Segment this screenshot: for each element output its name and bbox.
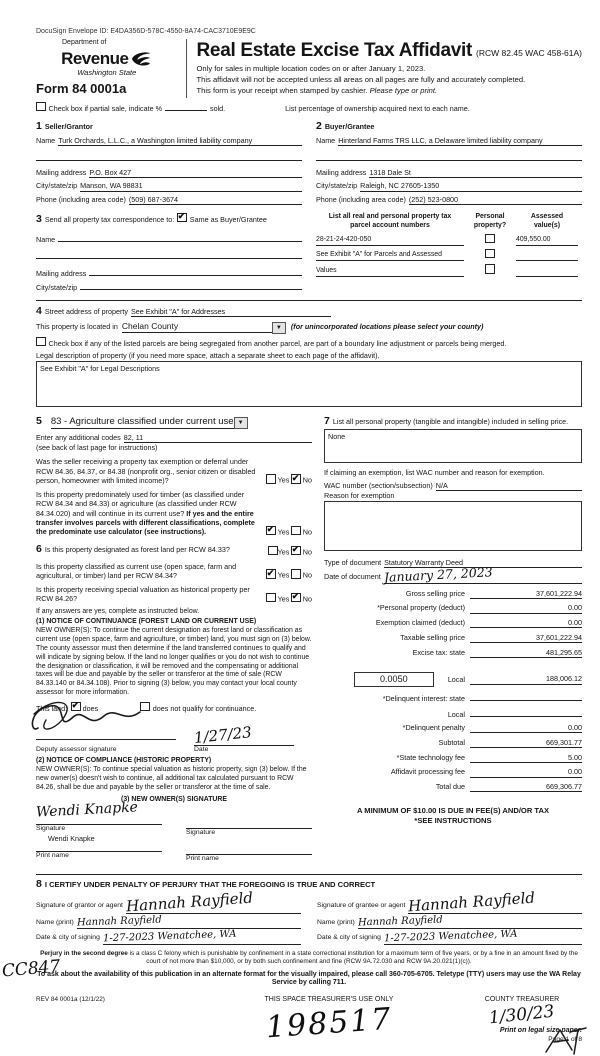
assessed-value-field[interactable]: 409,550.00: [516, 236, 578, 246]
seller-city-label: City/state/zip: [36, 181, 78, 191]
current-use-question: Is this property classified as current use (open space, farm and agricultural, or timber) land per RCW 84.34?: [36, 561, 237, 580]
fin-label: Taxable selling price: [400, 632, 465, 642]
new-owner-signature-handwriting: Wendi Knapke: [35, 798, 139, 821]
historic-no-checkbox[interactable]: [291, 593, 301, 603]
print-name-label-2: Print name: [186, 855, 219, 863]
section7-number: 7: [324, 414, 330, 427]
assessed-value-field[interactable]: [516, 276, 578, 277]
revenue-wordmark: Revenue: [61, 48, 129, 68]
buyer-mailing-field[interactable]: 1318 Dale St: [369, 168, 582, 178]
reason-exemption-box[interactable]: [324, 501, 582, 551]
certify-statement: I CERTIFY UNDER PENALTY OF PERJURY THAT THE FOREGOING IS TRUE AND CORRECT: [44, 879, 376, 889]
see-instructions-note: *SEE INSTRUCTIONS: [414, 816, 492, 826]
current-use-no-checkbox[interactable]: [291, 569, 301, 579]
additional-codes-label: Enter any additional codes: [36, 433, 121, 443]
fin-label: Subtotal: [438, 737, 465, 747]
county-dropdown-arrow-icon[interactable]: ▼: [272, 322, 286, 334]
doc-date-label: Date of document: [324, 572, 381, 582]
fin-row-personal: [324, 603, 582, 613]
grantor-name-label: Name (print): [36, 918, 74, 926]
exemption-no-checkbox[interactable]: [291, 474, 301, 484]
grantee-signing-block: [317, 888, 582, 945]
fin-label: *State technology fee: [396, 752, 465, 762]
alternate-format-note: To ask about the availability of this publication in an alternate format for the visually impaired, please call 360-705-6705. Teletype (TTY) users may use the WA Relay Service by calling 711.: [37, 970, 581, 987]
exemption-yes-checkbox[interactable]: [266, 474, 276, 484]
buyer-phone-label: Phone (including area code): [316, 194, 406, 204]
grantee-sig-label: Signature of grantee or agent: [317, 902, 406, 910]
deputy-assessor-signature-label: Deputy assessor signature: [36, 745, 117, 753]
treasurer-stamp-number: 198517: [264, 1002, 394, 1046]
assessed-value-field[interactable]: [516, 260, 578, 261]
print-name-label: Print name: [36, 852, 69, 860]
page-number: Page 1 of 8: [462, 1036, 582, 1044]
fin-value-field[interactable]: 669,306.77: [470, 782, 582, 792]
corr-city-field[interactable]: [80, 281, 302, 290]
continuance-block: [36, 702, 312, 755]
seller-city-field[interactable]: Manson, WA 98831: [80, 181, 302, 191]
selling-price-column: [324, 415, 582, 864]
segregated-note: Check box if any of the listed parcels are being segregated from another parcel, are part of a boundary line adjustment or parcels being merged.: [48, 339, 507, 349]
buyer-city-field[interactable]: Raleigh, NC 27605-1350: [360, 181, 582, 191]
partial-sale-label: Check box if partial sale, indicate %: [48, 104, 162, 114]
fin-label: Gross selling price: [405, 588, 465, 598]
fin-row-taxable: [324, 633, 582, 643]
grantee-name-field[interactable]: Hannah Rayfield: [358, 916, 582, 930]
perjury-bold: Perjury in the second degree: [40, 950, 128, 958]
fin-value-field[interactable]: 481,295.65: [470, 648, 582, 658]
does-label: does: [82, 704, 99, 714]
section2-heading: Buyer/Grantee: [324, 121, 375, 131]
timber-question-bold: If yes and the entire transfer involves parcels with different classifications, complete the predominate use calculator (see instructions).: [36, 508, 255, 536]
corr-mailing-field[interactable]: [89, 267, 302, 276]
fin-value-field[interactable]: [470, 692, 582, 701]
parcel-number-field[interactable]: See Exhibit "A" for Parcels and Assessed: [316, 251, 464, 261]
located-in-label: This property is located in: [36, 321, 118, 331]
grantee-date-field[interactable]: 1-27-2023 Wenatchee, WA: [384, 931, 582, 945]
current-use-yes-checkbox[interactable]: [266, 569, 276, 579]
fin-value-field[interactable]: 0.00: [470, 767, 582, 777]
doc-date-field[interactable]: January 27, 2023: [384, 572, 582, 584]
buyer-phone-field[interactable]: (252) 523-0800: [409, 195, 582, 205]
print-legal-note: Print on legal size paper.: [499, 1027, 582, 1035]
use-code-dropdown-arrow-icon[interactable]: ▼: [234, 417, 248, 429]
partial-sale-percent-field[interactable]: [165, 110, 207, 111]
historic-question: Is this property receiving special valuation as historical property per RCW 84.26?: [36, 585, 250, 604]
grantor-sig-label: Signature of grantor or agent: [36, 902, 123, 910]
signature-label-2: Signature: [186, 828, 216, 836]
certification-section: [36, 874, 582, 945]
deputy-assessor-signature-field[interactable]: [36, 731, 176, 740]
personal-property-checkbox[interactable]: [485, 264, 495, 274]
fin-row-exemption: [324, 618, 582, 628]
if-yes-note: If any answers are yes, complete as instructed below.: [36, 607, 200, 615]
fin-row-excise-state: [324, 648, 582, 658]
corr-city-label: City/state/zip: [36, 283, 78, 293]
forest-no-checkbox[interactable]: [291, 546, 301, 556]
notice2-body: NEW OWNER(S): To continue special valuation as historic property, sign (3) below. If the new owner(s) doesn't wish to continue, all additional tax calculated pursuant to RCW 84.26, shall be due and payable by the seller or transferor at the time of sale.: [36, 766, 307, 791]
land-use-code-select[interactable]: 83 - Agriculture classified under current use: [51, 416, 234, 429]
personal-property-label: List all personal property (tangible and intangible) included in selling price.: [332, 416, 569, 426]
this-land-label: This land:: [36, 704, 68, 714]
signature-label: Signature: [36, 825, 66, 833]
forest-land-question: Is this property designated as forest land per RCW 84.33?: [44, 545, 230, 555]
wac-number-label: WAC number (section/subsection): [324, 480, 433, 490]
partial-sale-sold-label: sold.: [209, 104, 226, 114]
docusign-envelope-id: DocuSign Envelope ID: E4DA356D-578C-4550-8A74-CAC3710E9E9C: [36, 28, 256, 35]
timber-question: Is this property predominately used for timber (as classified under RCW 84.34 and 84.33) or agriculture (as classified under RCW 84.34.020) and will continue in its current use?: [36, 490, 245, 518]
exemption-question: Was the seller receiving a property tax exemption or deferral under RCW 84.36, 84.37, or 84.38 (nonprofit org., senior citizen or disabled person, homeowner with limited income)?: [36, 457, 256, 485]
corr-name-label: Name: [36, 234, 56, 244]
assessor-date-label: Date: [194, 745, 209, 753]
county-treasurer-label: COUNTY TREASURER: [484, 996, 560, 1004]
grantor-signing-block: [36, 888, 301, 945]
fin-label: Excise tax: state: [412, 647, 465, 657]
fin-row-gross: [324, 589, 582, 599]
fin-row-total-due: [324, 782, 582, 792]
codes-note: (see back of last page for instructions): [36, 443, 158, 453]
fin-label: Affidavit processing fee: [390, 767, 465, 777]
fin-row-delinq-penalty: [324, 723, 582, 733]
fin-label: *Personal property (deduct): [377, 603, 465, 613]
fin-value-field[interactable]: 669,301.77: [470, 738, 582, 748]
property-location-section: [36, 300, 582, 407]
corr-mailing-label: Mailing address: [36, 269, 87, 279]
grantor-date-field[interactable]: 1-27-2023 Wenatchee, WA: [103, 931, 301, 945]
section1-number: 1: [36, 119, 42, 132]
personal-property-col-header: Personal: [475, 212, 505, 220]
parcel-number-field[interactable]: Values: [316, 267, 464, 277]
fin-value-field[interactable]: 5.00: [470, 753, 582, 763]
header-note-3: This form is your receipt when stamped by cashier.: [196, 85, 368, 95]
section8-number: 8: [36, 877, 42, 890]
buyer-mailing-label: Mailing address: [316, 168, 367, 178]
grantee-sig-field[interactable]: Hannah Rayfield: [408, 893, 582, 913]
doc-type-field[interactable]: Statutory Warranty Deed: [384, 558, 582, 568]
minimum-due-note: A MINIMUM OF $10.00 IS DUE IN FEE(S) AND/OR TAX: [356, 806, 550, 816]
grantor-sig-field[interactable]: Hannah Rayfield: [126, 893, 301, 913]
section2-number: 2: [316, 119, 322, 132]
grantee-date-label: Date & city of signing: [317, 934, 381, 942]
local-label: Local: [447, 674, 465, 684]
section6-number: 6: [36, 543, 42, 556]
fin-value-field[interactable]: 0.00: [470, 723, 582, 733]
segregated-checkbox[interactable]: [36, 337, 46, 347]
doc-type-label: Type of document: [324, 557, 382, 567]
parcel-row: [316, 264, 582, 276]
reason-exemption-label: Reason for exemption: [324, 490, 395, 500]
form-header: [36, 39, 582, 98]
fin-label: *Delinquent interest: state: [382, 693, 465, 703]
fin-value-field[interactable]: 37,601,222.94: [470, 633, 582, 643]
corner-handwritten-mark: CC847: [1, 956, 62, 982]
parcel-row: [316, 249, 582, 261]
corr-name-field[interactable]: [58, 233, 302, 242]
dept-of-label: Department of: [62, 38, 107, 46]
notice3-title: (3) NEW OWNER(S) SIGNATURE: [121, 795, 227, 803]
parcel-col-header: List all real and personal property tax: [328, 212, 452, 220]
exemption-note: If claiming an exemption, list WAC number and reason for exemption.: [324, 468, 545, 478]
treasurer-space-label: THIS SPACE TREASURER'S USE ONLY: [264, 996, 394, 1004]
fin-value-field[interactable]: 0.00: [470, 603, 582, 613]
notice2-title: (2) NOTICE OF COMPLIANCE (HISTORIC PROPERTY): [36, 757, 212, 765]
seller-name-label: Name: [36, 136, 56, 146]
seller-name-field[interactable]: Turk Orchards, L.L.C., a Washington limited liability company: [58, 136, 302, 146]
notice1-title: (1) NOTICE OF CONTINUANCE (FOREST LAND OR CURRENT USE): [36, 618, 257, 626]
parcel-table: List all real and personal property tax parcel account numbers Personal property? Assessed value(s) 28-21-24-420-050 409,550.00 See Exhibit "A" for Parcels and Assessed Values: [316, 213, 582, 293]
wac-number-field[interactable]: N/A: [436, 481, 582, 491]
perjury-text: is a class C felony which is punishable by confinement in a state correctional institution for a maximum term of five years, or by a fine in an amount fixed by the court of not more than $10,000, or by both such confinement and fine (RCW 9A.72.030 and RCW 9A.20.021(1)(c)).: [127, 950, 578, 966]
grantor-date-label: Date & city of signing: [36, 934, 100, 942]
additional-codes-field[interactable]: 82, 11: [124, 433, 312, 443]
personal-property-box[interactable]: None: [324, 429, 582, 463]
local-value-field[interactable]: 188,006.12: [470, 674, 582, 684]
parcel-number-field[interactable]: 28-21-24-420-050: [316, 236, 464, 246]
legal-description-label: Legal description of property (if you need more space, attach a separate sheet to each page of the affidavit).: [36, 350, 380, 360]
personal-property-checkbox[interactable]: [485, 234, 495, 244]
timber-yes-checkbox[interactable]: [266, 526, 276, 536]
section3-number: 3: [36, 213, 42, 226]
form-rcw-code: (RCW 82.45 WAC 458-61A): [476, 47, 582, 58]
legal-description-box[interactable]: See Exhibit "A" for Legal Descriptions: [36, 361, 582, 407]
fin-row-subtotal: [324, 738, 582, 748]
grantee-name-label: Name (print): [317, 918, 355, 926]
form-number: Form 84 0001a: [36, 81, 127, 97]
street-address-field[interactable]: See Exhibit "A" for Addresses: [131, 307, 331, 317]
section5-number: 5: [36, 414, 42, 427]
fin-row-delinq-interest: [324, 692, 582, 703]
fin-row-delinq-local: [324, 708, 582, 719]
personal-property-checkbox[interactable]: [485, 249, 495, 259]
fin-label: Local: [447, 709, 465, 719]
seller-mailing-field[interactable]: P.O. Box 427: [89, 168, 302, 178]
correspondence-section: [36, 213, 302, 293]
buyer-name-label: Name: [316, 136, 336, 146]
fin-value-field[interactable]: 0.00: [470, 618, 582, 628]
buyer-city-label: City/state/zip: [316, 181, 358, 191]
fin-label: *Delinquent penalty: [402, 723, 465, 733]
same-as-buyer-checkbox[interactable]: [177, 213, 187, 223]
does-not-qualify-checkbox[interactable]: [140, 702, 150, 712]
seller-section: [36, 120, 302, 205]
seller-phone-field[interactable]: (509) 687-3674: [129, 195, 302, 205]
header-note-2: This affidavit will not be accepted unless all areas on all pages are fully and accurately completed.: [196, 74, 526, 84]
grantor-name-field[interactable]: Hannah Rayfield: [77, 916, 301, 930]
corr-blank-field[interactable]: [36, 247, 302, 259]
fin-row-tech-fee: [324, 753, 582, 763]
new-owner-signature-field-2[interactable]: [186, 820, 312, 829]
washington-state-label: Washington State: [77, 67, 137, 77]
local-rate-box[interactable]: 0.0050: [354, 672, 434, 688]
ownership-note: List percentage of ownership acquired next to each name.: [285, 104, 470, 114]
street-address-label: Street address of property: [44, 306, 128, 316]
assessor-date-field[interactable]: 1/27/23: [194, 726, 294, 746]
county-select[interactable]: Chelan County: [122, 321, 272, 333]
timber-no-checkbox[interactable]: [291, 526, 301, 536]
county-note: (for unincorporated locations please select your county): [290, 321, 484, 331]
section4-number: 4: [36, 304, 42, 317]
fin-label: Total due: [435, 782, 465, 792]
seller-mailing-label: Mailing address: [36, 168, 87, 178]
partial-sale-checkbox[interactable]: [36, 102, 46, 112]
does-not-label: does not qualify for continuance.: [152, 704, 257, 714]
header-note-1: Only for sales in multiple location codes on or after January 1, 2023.: [196, 64, 426, 74]
fin-row-processing-fee: [324, 767, 582, 777]
type-or-print-note: Please type or print.: [369, 85, 438, 95]
historic-yes-checkbox[interactable]: [266, 593, 276, 603]
assessed-value-col-header: Assessed: [530, 212, 564, 220]
notice1-body: NEW OWNER(S): To continue the current designation as forest land or classification as current use (open space, farm and agriculture, or timber) land, you must sign on (3) below. The county assessor must then determine if the land transferred continues to qualify and will indicate by signing below. If the land no longer qualifies or you do not wish to continue the designation or classification, it will be removed and the compensating or additional taxes will be due and payable by the seller or transferor at the time of sale (RCW 84.33.140 or 84.34.108). Prior to signing (3) below, you may contact your local county assessor for more information.: [36, 627, 312, 696]
parcel-row: [316, 234, 582, 246]
new-owner-print-field[interactable]: [36, 843, 162, 852]
dor-logo: [36, 39, 187, 98]
buyer-ownership-field[interactable]: [316, 149, 582, 161]
fin-label: Exemption claimed (deduct): [375, 618, 465, 628]
form-title: Real Estate Excise Tax Affidavit: [196, 39, 473, 61]
section1-heading: Seller/Grantor: [44, 121, 93, 131]
buyer-section: [316, 120, 582, 205]
new-owner-print-name: Wendi Knapke: [48, 834, 95, 844]
fin-row-local: [324, 672, 582, 688]
seller-phone-label: Phone (including area code): [36, 194, 126, 204]
same-as-buyer-label: Same as Buyer/Grantee: [189, 215, 267, 225]
fin-value-field[interactable]: 37,601,222.94: [470, 589, 582, 599]
section3-label: Send all property tax correspondence to:: [44, 215, 175, 225]
fin-value-field[interactable]: [470, 708, 582, 717]
buyer-name-field[interactable]: Hinterland Farms TRS LLC, a Delaware limited liability company: [338, 136, 582, 146]
treasurer-date-handwriting: 1/30/23: [488, 1002, 556, 1029]
does-qualify-checkbox[interactable]: [71, 702, 81, 712]
new-owner-print-field-2[interactable]: [186, 846, 312, 855]
rev-number: REV 84 0001a (12/1/22): [36, 996, 105, 1004]
seller-ownership-field[interactable]: [36, 149, 302, 161]
forest-yes-checkbox[interactable]: [268, 546, 278, 556]
dor-swoosh-icon: [130, 50, 152, 68]
use-classification-column: 5 83 - Agriculture classified under current use ▼ Enter any additional codes 82, 11 (see back of last page for instructions) Was the seller receiving a property tax exemption or deferral under RCW 84.36, 84.37, or 84.38 (nonprofit org., senior citizen or disabled person, homeowner with limited income)? Yes ✔ No Is this property predominately used for timber (as classified under RCW 84.34 and 84.33) or agriculture (as classified under RCW 84.34.020) and will continue in its current use? If yes and the entire transfer involves parcels with different classifications, complete the predominate use calculator (see instructions). ✔ Yes No 6 Is this property designated as forest land per RCW 84.33? Yes ✔ No Is this property classified as current use (open space, farm and agricultural, or timber) land per RCW 84.34? ✔ Yes No Is this property receiving special valuation as historical property per RCW 84.26? Yes ✔ No If any answers are yes, complete as instructed below. (1) NOTICE OF CONTINUANCE (FOREST LAND OR CURRENT USE) NEW OWNER(S): To continue the current designation as forest land or classification as current use (open space, farm and agriculture, or timber) land, you must sign on (3) below. The county assessor must then determine if the land transferred continues to qualify and will indicate by signing below. If the land no longer qualifies or you do not wish to continue the designation or classification, it will be removed and the compensating or additional taxes will be due and payable by the seller or transferor at the time of sale (RCW 84.33.140 or 84.34.108). Prior to signing (3) below, you may contact your local county assessor for more information. This land: ✔ does does not qualify for continuance. 1/27/23 Deputy assessor signature Date (2) NOTICE OF COMPLIANCE (HISTORIC PROPERTY) NEW OWNER(S): To continue special valuation as historic property, sign (3) below. If the new owner(s) doesn't wish to continue, all additional tax calculated pursuant to RCW 84.26, shall be due and payable by the seller or transferor at the time of sale. (3) NEW OWNER(S) SIGNATURE Wendi Knapke Signature Wendi Knapke Print name Signature Print name: [36, 415, 312, 864]
